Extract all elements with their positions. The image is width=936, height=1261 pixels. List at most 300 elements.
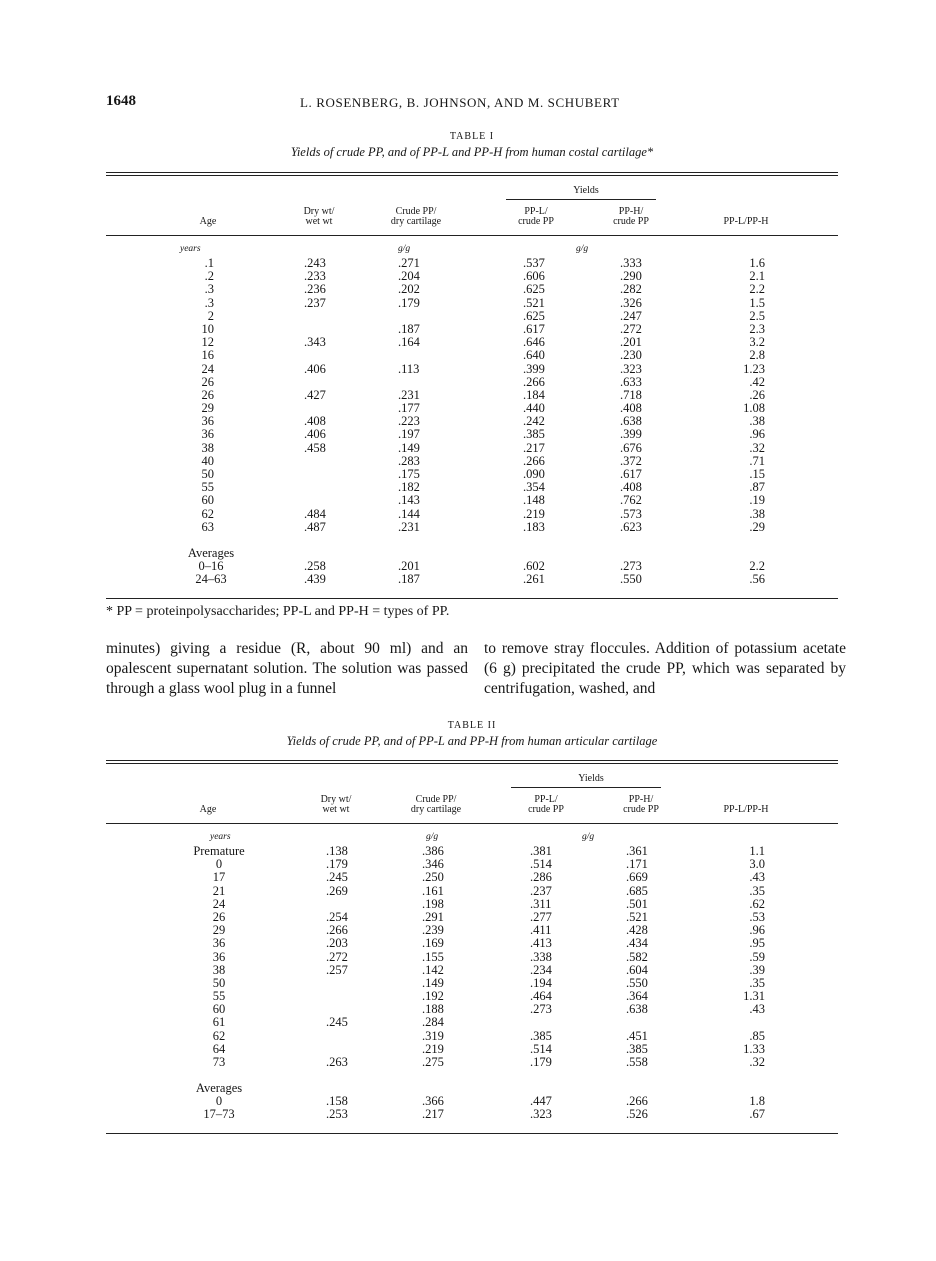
crude-pp-cell: .291 xyxy=(422,909,444,924)
table1-footnote: * PP = proteinpolysaccharides; PP-L and PP-H = types of PP. xyxy=(106,604,450,619)
table-row xyxy=(106,402,838,415)
age-cell: 29 xyxy=(212,923,226,938)
pp-l-cell: .148 xyxy=(523,493,545,508)
ratio-cell: 3.0 xyxy=(749,857,765,872)
age-cell: 26 xyxy=(201,387,214,402)
age-cell: 21 xyxy=(212,883,226,898)
header-line: crude PP xyxy=(518,216,554,227)
crude-pp-cell: .275 xyxy=(422,1055,444,1069)
ratio-cell: 2.1 xyxy=(749,269,765,284)
pp-h-cell: .526 xyxy=(626,1107,648,1122)
header-line: wet wt xyxy=(305,216,333,227)
dry-wt-cell: .406 xyxy=(304,427,326,442)
crude-pp-cell: .366 xyxy=(422,1094,444,1109)
table-row xyxy=(106,521,838,534)
crude-pp-cell: .187 xyxy=(398,321,420,336)
pp-l-cell: .514 xyxy=(530,857,552,872)
ratio-cell: 1.1 xyxy=(749,844,765,858)
age-cell: .2 xyxy=(204,269,214,284)
ratio-cell: 1.5 xyxy=(749,295,765,310)
crude-pp-cell: .182 xyxy=(398,480,420,495)
pp-h-cell: .685 xyxy=(626,883,648,898)
table1-caption xyxy=(106,131,838,160)
age-cell: .3 xyxy=(204,282,214,297)
ratio-cell: .19 xyxy=(749,493,765,508)
pp-h-cell: .550 xyxy=(626,975,648,990)
age-cell: 2 xyxy=(207,308,214,323)
crude-pp-cell: .219 xyxy=(422,1041,444,1056)
ratio-cell: 1.8 xyxy=(749,1094,765,1109)
table-row xyxy=(106,323,838,336)
pp-l-cell: .385 xyxy=(523,427,545,442)
pp-h-cell: .582 xyxy=(626,949,648,964)
ratio-cell: 2.8 xyxy=(749,348,765,363)
crude-pp-cell: .179 xyxy=(398,295,420,310)
age-cell: 24–63 xyxy=(195,572,227,587)
pp-l-cell: .354 xyxy=(523,480,545,495)
table-title: Yields of crude PP, and of PP-L and PP-H from human costal cartilage* xyxy=(290,145,654,159)
header-line: PP-L/ xyxy=(534,794,558,805)
crude-pp-cell: .177 xyxy=(398,401,420,416)
unit-crude: g/g xyxy=(426,832,439,842)
header-line: Crude PP/ xyxy=(415,794,457,805)
dry-wt-cell: .243 xyxy=(304,256,326,270)
header-rule xyxy=(106,823,838,824)
pp-h-header xyxy=(606,795,676,815)
pp-h-cell: .272 xyxy=(620,321,642,336)
pp-l-cell: .273 xyxy=(530,1002,552,1017)
age-cell: 17 xyxy=(212,870,226,885)
table-row xyxy=(106,508,838,521)
pp-h-cell: .428 xyxy=(626,923,648,938)
crude-pp-cell: .169 xyxy=(422,936,444,951)
yields-header: Yields xyxy=(578,773,604,784)
table-body xyxy=(106,257,838,534)
header-line: Dry wt/ xyxy=(320,794,352,805)
averages-rows xyxy=(106,560,838,586)
pp-h-cell: .669 xyxy=(626,870,648,885)
pp-l-cell: .090 xyxy=(523,467,545,481)
table-row xyxy=(106,363,838,376)
table-label: TABLE I xyxy=(449,131,495,142)
pp-l-cell: .184 xyxy=(523,387,545,402)
crude-pp-cell: .250 xyxy=(422,870,444,885)
dry-wt-cell: .236 xyxy=(304,282,326,297)
crude-pp-cell: .201 xyxy=(398,559,420,574)
pp-h-cell: .501 xyxy=(626,896,648,911)
pp-h-cell: .399 xyxy=(620,427,642,442)
pp-l-cell: .447 xyxy=(530,1094,552,1109)
paragraph: to remove stray floccules. Addition of potassium acetate (6 g) precipitated the crude PP, which was separated by centrifugation, washed, and xyxy=(484,640,846,697)
crude-pp-cell: .231 xyxy=(398,519,420,534)
pp-h-cell: .333 xyxy=(620,256,642,270)
pp-l-header xyxy=(501,207,571,227)
table-row xyxy=(106,898,838,911)
pp-l-cell: .194 xyxy=(530,975,552,990)
header-line: Dry wt/ xyxy=(303,206,335,217)
table-row xyxy=(106,336,838,349)
body-text-right-column xyxy=(484,639,846,699)
pp-h-cell: .323 xyxy=(620,361,642,376)
pp-h-cell: .604 xyxy=(626,962,648,977)
crude-pp-cell: .164 xyxy=(398,335,420,350)
table-top-rule xyxy=(106,763,838,764)
dry-wt-cell: .254 xyxy=(326,909,348,924)
pp-l-cell: .266 xyxy=(523,374,545,389)
ratio-cell: .56 xyxy=(749,572,765,587)
age-cell: 63 xyxy=(201,519,214,534)
age-cell: 26 xyxy=(212,909,226,924)
pp-h-cell: .676 xyxy=(620,440,642,455)
age-cell: 73 xyxy=(212,1055,226,1069)
table-title: Yields of crude PP, and of PP-L and PP-H from human articular cartilage xyxy=(286,734,658,748)
paragraph: minutes) giving a residue (R, about 90 ml) and an opalescent supernatant solution. The solution was passed through a glass wool plug in a funnel xyxy=(106,640,468,697)
age-cell: 55 xyxy=(201,480,214,495)
age-cell: 29 xyxy=(201,401,214,416)
ratio-cell: .38 xyxy=(749,506,765,521)
pp-l-cell: .323 xyxy=(530,1107,552,1122)
age-cell: 24 xyxy=(212,896,226,911)
table-row xyxy=(106,964,838,977)
age-cell: 0–16 xyxy=(198,559,224,574)
pp-l-cell: .217 xyxy=(523,440,545,455)
pp-l-cell: .183 xyxy=(523,519,545,534)
ratio-cell: .39 xyxy=(749,962,765,977)
table-body xyxy=(106,845,838,1069)
crude-pp-cell: .204 xyxy=(398,269,420,284)
table-row xyxy=(106,481,838,494)
pp-h-header xyxy=(596,207,666,227)
pp-h-cell: .372 xyxy=(620,453,642,468)
pp-l-cell: .385 xyxy=(530,1028,552,1043)
averages-row xyxy=(106,573,838,586)
age-cell: .1 xyxy=(204,256,214,270)
pp-l-cell: .286 xyxy=(530,870,552,885)
table2-caption xyxy=(106,720,838,749)
ratio-cell: .32 xyxy=(749,440,765,455)
age-cell: 38 xyxy=(201,440,214,455)
crude-pp-cell: .284 xyxy=(422,1015,444,1030)
pp-h-cell: .171 xyxy=(626,857,648,872)
age-cell: 62 xyxy=(212,1028,226,1043)
dry-wt-cell: .406 xyxy=(304,361,326,376)
crude-pp-cell: .188 xyxy=(422,1002,444,1017)
unit-yields: g/g xyxy=(576,244,589,254)
ratio-cell: .42 xyxy=(749,374,765,389)
pp-l-cell: .219 xyxy=(523,506,545,521)
pp-h-cell: .282 xyxy=(620,282,642,297)
pp-l-cell: .521 xyxy=(523,295,545,310)
crude-pp-cell: .149 xyxy=(422,975,444,990)
pp-l-cell: .266 xyxy=(523,453,545,468)
pp-l-cell: .602 xyxy=(523,559,545,574)
pp-h-cell: .762 xyxy=(620,493,642,508)
crude-pp-cell: .144 xyxy=(398,506,420,521)
ratio-cell: 1.6 xyxy=(749,256,765,270)
ratio-cell: .71 xyxy=(749,453,765,468)
age-cell: 38 xyxy=(212,962,226,977)
crude-pp-cell: .283 xyxy=(398,453,420,468)
dry-wt-cell: .458 xyxy=(304,440,326,455)
pp-l-cell: .411 xyxy=(530,923,552,938)
pp-l-cell: .413 xyxy=(530,936,552,951)
ratio-cell: .87 xyxy=(749,480,765,495)
pp-l-cell: .311 xyxy=(530,896,552,911)
page-number: 1648 xyxy=(106,93,136,109)
header-line: Crude PP/ xyxy=(395,206,437,217)
pp-h-cell: .623 xyxy=(620,519,642,534)
crude-pp-cell: .155 xyxy=(422,949,444,964)
averages-block xyxy=(106,1082,838,1122)
ratio-cell: 1.08 xyxy=(743,401,765,416)
ratio-cell: .85 xyxy=(749,1028,765,1043)
age-cell: 26 xyxy=(201,374,214,389)
age-cell: 61 xyxy=(212,1015,226,1030)
pp-l-header xyxy=(511,795,581,815)
pp-l-cell: .237 xyxy=(530,883,552,898)
age-cell: 0 xyxy=(215,1094,223,1109)
table-row xyxy=(106,494,838,507)
pp-h-cell: .290 xyxy=(620,269,642,284)
dry-wt-cell: .266 xyxy=(326,923,348,938)
ratio-cell: 2.5 xyxy=(749,308,765,323)
pp-l-cell: .640 xyxy=(523,348,545,363)
table-top-rule xyxy=(106,172,838,173)
crude-pp-cell: .198 xyxy=(422,896,444,911)
crude-pp-cell: .319 xyxy=(422,1028,444,1043)
table-row xyxy=(106,349,838,362)
header-line: PP-H/ xyxy=(628,794,654,805)
crude-pp-cell: .386 xyxy=(422,844,444,858)
ratio-cell: .35 xyxy=(749,975,765,990)
table-row xyxy=(106,1030,838,1043)
dry-wt-cell: .272 xyxy=(326,949,348,964)
age-cell: 0 xyxy=(215,857,223,872)
age-header: Age xyxy=(199,216,217,227)
table-row xyxy=(106,871,838,884)
table-row xyxy=(106,937,838,950)
pp-l-cell: .381 xyxy=(530,844,552,858)
crude-pp-cell: .239 xyxy=(422,923,444,938)
crude-pp-cell: .192 xyxy=(422,989,444,1004)
pp-l-cell: .242 xyxy=(523,414,545,429)
dry-wt-cell: .258 xyxy=(304,559,326,574)
pp-h-cell: .573 xyxy=(620,506,642,521)
crude-pp-header xyxy=(376,207,456,227)
crude-pp-cell: .217 xyxy=(422,1107,444,1122)
dry-wt-cell: .138 xyxy=(326,844,348,858)
ratio-cell: 2.3 xyxy=(749,321,765,336)
ratio-header: PP-L/PP-H xyxy=(723,216,769,227)
ratio-cell: .29 xyxy=(749,519,765,534)
pp-h-cell: .364 xyxy=(626,989,648,1004)
age-cell: 50 xyxy=(212,975,226,990)
age-cell: 40 xyxy=(201,453,214,468)
pp-h-cell: .326 xyxy=(620,295,642,310)
ratio-cell: .62 xyxy=(749,896,765,911)
crude-pp-cell: .187 xyxy=(398,572,420,587)
ratio-cell: .96 xyxy=(749,427,765,442)
ratio-cell: .35 xyxy=(749,883,765,898)
pp-h-cell: .638 xyxy=(620,414,642,429)
pp-l-cell: .646 xyxy=(523,335,545,350)
dry-wt-header xyxy=(306,795,366,815)
pp-h-cell: .558 xyxy=(626,1055,648,1069)
running-head: L. ROSENBERG, B. JOHNSON, AND M. SCHUBERT xyxy=(300,95,620,110)
dry-wt-cell: .158 xyxy=(326,1094,348,1109)
pp-h-cell: .617 xyxy=(620,467,642,481)
header-rule xyxy=(106,235,838,236)
crude-pp-cell: .142 xyxy=(422,962,444,977)
age-cell: 60 xyxy=(201,493,214,508)
table-row xyxy=(106,376,838,389)
table-label: TABLE II xyxy=(447,720,497,731)
dry-wt-cell: .245 xyxy=(326,870,348,885)
dry-wt-cell: .263 xyxy=(326,1055,348,1069)
dry-wt-cell: .408 xyxy=(304,414,326,429)
dry-wt-cell: .253 xyxy=(326,1107,348,1122)
pp-l-cell: .625 xyxy=(523,282,545,297)
table-bottom-rule xyxy=(106,1133,838,1134)
unit-years: years xyxy=(180,244,201,254)
pp-l-cell: .179 xyxy=(530,1055,552,1069)
table-top-rule xyxy=(106,175,838,176)
pp-h-cell: .266 xyxy=(626,1094,648,1109)
age-cell: 36 xyxy=(212,949,226,964)
pp-h-cell: .230 xyxy=(620,348,642,363)
pp-h-cell: .718 xyxy=(620,387,642,402)
ratio-cell: 2.2 xyxy=(749,282,765,297)
averages-row xyxy=(106,1108,838,1121)
dry-wt-cell: .245 xyxy=(326,1015,348,1030)
body-text-left-column xyxy=(106,639,468,699)
pp-h-cell: .550 xyxy=(620,572,642,587)
pp-l-cell: .277 xyxy=(530,909,552,924)
age-cell: 16 xyxy=(201,348,214,363)
header-line: crude PP xyxy=(613,216,649,227)
dry-wt-cell: .343 xyxy=(304,335,326,350)
pp-h-cell: .408 xyxy=(620,480,642,495)
dry-wt-cell: .487 xyxy=(304,519,326,534)
dry-wt-cell: .179 xyxy=(326,857,348,872)
pp-h-cell: .273 xyxy=(620,559,642,574)
age-cell: 12 xyxy=(201,335,214,350)
crude-pp-cell: .231 xyxy=(398,387,420,402)
pp-l-cell: .338 xyxy=(530,949,552,964)
ratio-cell: .32 xyxy=(749,1055,765,1069)
yields-underline xyxy=(511,787,661,788)
ratio-cell: .26 xyxy=(749,387,765,402)
table-top-rule xyxy=(106,760,838,761)
dry-wt-cell: .484 xyxy=(304,506,326,521)
pp-l-cell: .464 xyxy=(530,989,552,1004)
age-cell: 36 xyxy=(201,427,214,442)
header-line: crude PP xyxy=(528,804,564,815)
pp-l-cell: .399 xyxy=(523,361,545,376)
ratio-cell: .59 xyxy=(749,949,765,964)
dry-wt-cell: .269 xyxy=(326,883,348,898)
pp-h-cell: .451 xyxy=(626,1028,648,1043)
pp-h-cell: .434 xyxy=(626,936,648,951)
crude-pp-cell: .175 xyxy=(398,467,420,481)
table-row xyxy=(106,415,838,428)
header-line: dry cartilage xyxy=(410,804,462,815)
crude-pp-cell: .223 xyxy=(398,414,420,429)
age-header: Age xyxy=(199,804,217,815)
age-cell: 60 xyxy=(212,1002,226,1017)
crude-pp-header xyxy=(396,795,476,815)
age-cell: Premature xyxy=(193,844,245,858)
dry-wt-cell: .427 xyxy=(304,387,326,402)
age-cell: .3 xyxy=(204,295,214,310)
table-row xyxy=(106,468,838,481)
ratio-cell: .95 xyxy=(749,936,765,951)
table-row xyxy=(106,283,838,296)
dry-wt-cell: .257 xyxy=(326,962,348,977)
crude-pp-cell: .143 xyxy=(398,493,420,508)
pp-l-cell: .440 xyxy=(523,401,545,416)
table-row xyxy=(106,885,838,898)
header-line: wet wt xyxy=(322,804,350,815)
table-bottom-rule xyxy=(106,598,838,599)
age-cell: 64 xyxy=(212,1041,226,1056)
unit-years: years xyxy=(210,832,231,842)
age-cell: 24 xyxy=(201,361,214,376)
table1 xyxy=(106,172,838,602)
age-cell: 36 xyxy=(212,936,226,951)
dry-wt-cell: .203 xyxy=(326,936,348,951)
table-row xyxy=(106,442,838,455)
age-cell: 50 xyxy=(201,467,214,481)
pp-h-cell: .247 xyxy=(620,308,642,323)
dry-wt-cell: .439 xyxy=(304,572,326,587)
table-row xyxy=(106,297,838,310)
ratio-cell: .53 xyxy=(749,909,765,924)
pp-h-cell: .638 xyxy=(626,1002,648,1017)
ratio-cell: .38 xyxy=(749,414,765,429)
table-row xyxy=(106,428,838,441)
ratio-header: PP-L/PP-H xyxy=(723,804,769,815)
ratio-cell: 2.2 xyxy=(749,559,765,574)
table-row xyxy=(106,1016,838,1029)
averages-block xyxy=(106,547,838,587)
pp-h-cell: .633 xyxy=(620,374,642,389)
dry-wt-cell: .237 xyxy=(304,295,326,310)
header-line: PP-H/ xyxy=(618,206,644,217)
ratio-cell: .43 xyxy=(749,1002,765,1017)
pp-l-cell: .261 xyxy=(523,572,545,587)
crude-pp-cell: .161 xyxy=(422,883,444,898)
crude-pp-cell: .197 xyxy=(398,427,420,442)
table-row xyxy=(106,389,838,402)
pp-l-cell: .617 xyxy=(523,321,545,336)
header-line: crude PP xyxy=(623,804,659,815)
yields-underline xyxy=(506,199,656,200)
crude-pp-cell: .271 xyxy=(398,256,420,270)
crude-pp-cell: .149 xyxy=(398,440,420,455)
pp-l-cell: .606 xyxy=(523,269,545,284)
table-row xyxy=(106,1056,838,1069)
table-row xyxy=(106,951,838,964)
dry-wt-header xyxy=(289,207,349,227)
yields-header: Yields xyxy=(573,185,599,196)
ratio-cell: .15 xyxy=(749,467,765,481)
averages-rows xyxy=(106,1095,838,1121)
ratio-cell: .67 xyxy=(749,1107,765,1122)
crude-pp-cell: .202 xyxy=(398,282,420,297)
crude-pp-cell: .113 xyxy=(398,361,420,376)
header-line: dry cartilage xyxy=(390,216,442,227)
